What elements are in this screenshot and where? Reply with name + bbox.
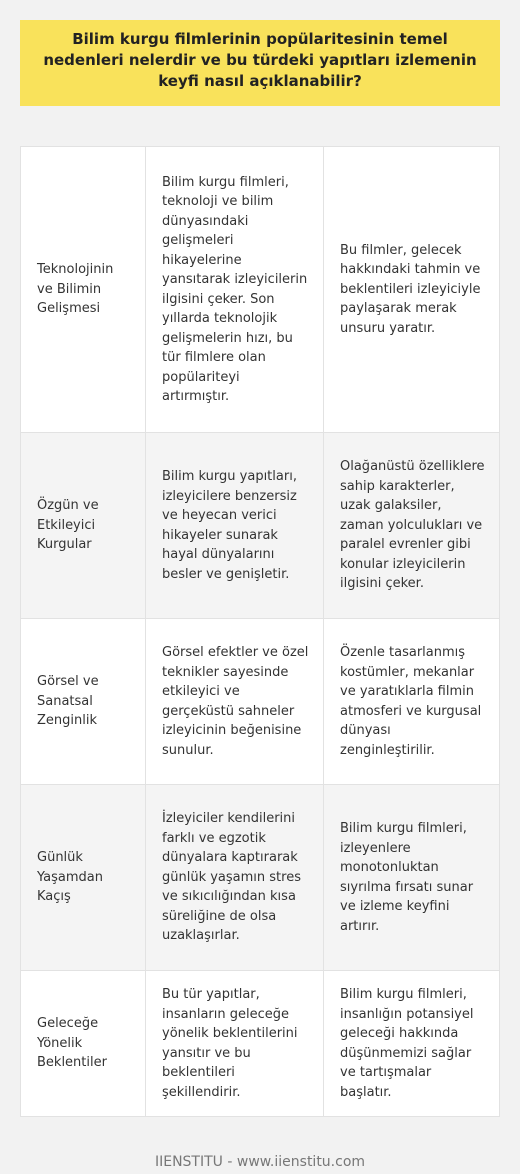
row-topic: Özgün ve Etkileyici Kurgular: [37, 498, 99, 553]
content-table: [20, 146, 500, 1117]
row-description: İzleyiciler kendilerini farklı ve egzotik dünyalara kaptırarak günlük yaşamın stres ve sıkıcılığından kısa süreliğine de olsa uzaklaşırlar.: [145, 785, 324, 970]
row-description: Görsel efektler ve özel teknikler sayesinde etkileyici ve gerçeküstü sahneler izleyicinin beğenisine sunulur.: [145, 619, 324, 784]
table-row: [21, 619, 499, 785]
row-detail: Bu filmler, gelecek hakkındaki tahmin ve beklentileri izleyiciyle paylaşarak merak unsuru yaratır.: [340, 242, 481, 336]
row-detail: Bilim kurgu filmleri, insanlığın potansiyel geleceği hakkında düşünmemizi sağlar ve tartışmalar başlatır.: [340, 987, 474, 1100]
page-title: Bilim kurgu filmlerinin popülaritesinin temel nedenleri nelerdir ve bu türdeki yapıtları izlemenin keyfi nasıl açıklanabilir?: [20, 20, 500, 106]
row-description: Bu tür yapıtlar, insanların geleceğe yönelik beklentilerini yansıtır ve bu beklentileri şekillendirir.: [145, 971, 324, 1116]
table-row: [21, 433, 499, 619]
row-description: Bilim kurgu yapıtları, izleyicilere benzersiz ve heyecan verici hikayeler sunarak hayal dünyalarını besler ve genişletir.: [145, 433, 324, 618]
row-detail: Özenle tasarlanmış kostümler, mekanlar ve yaratıklarla filmin atmosferi ve kurgusal dünyası zenginleştirilir.: [340, 645, 482, 758]
table-row: [21, 147, 499, 433]
table-row: [21, 785, 499, 971]
row-topic: Teknolojinin ve Bilimin Gelişmesi: [37, 262, 114, 317]
row-topic: Günlük Yaşamdan Kaçış: [37, 850, 103, 905]
row-topic: Görsel ve Sanatsal Zenginlik: [37, 674, 99, 729]
footer-credit: IIENSTITU - www.iienstitu.com: [154, 1154, 366, 1170]
row-detail: Olağanüstü özelliklere sahip karakterler, uzak galaksiler, zaman yolculukları ve paralel evrenler gibi konular izleyicilerin ilgisini çeker.: [340, 459, 485, 592]
table-row: [21, 971, 499, 1116]
row-topic: Geleceğe Yönelik Beklentiler: [37, 1016, 107, 1071]
row-detail: Bilim kurgu filmleri, izleyenlere monotonluktan sıyrılma fırsatı sunar ve izleme keyfini artırır.: [340, 821, 474, 934]
row-description: Bilim kurgu filmleri, teknoloji ve bilim dünyasındaki gelişmeleri hikayelerine yansıtarak izleyicilerin ilgisini çeker. Son yıllarda teknolojik gelişmelerin hızı, bu tür filmlere olan popülariteyi artırmıştır.: [145, 147, 324, 432]
